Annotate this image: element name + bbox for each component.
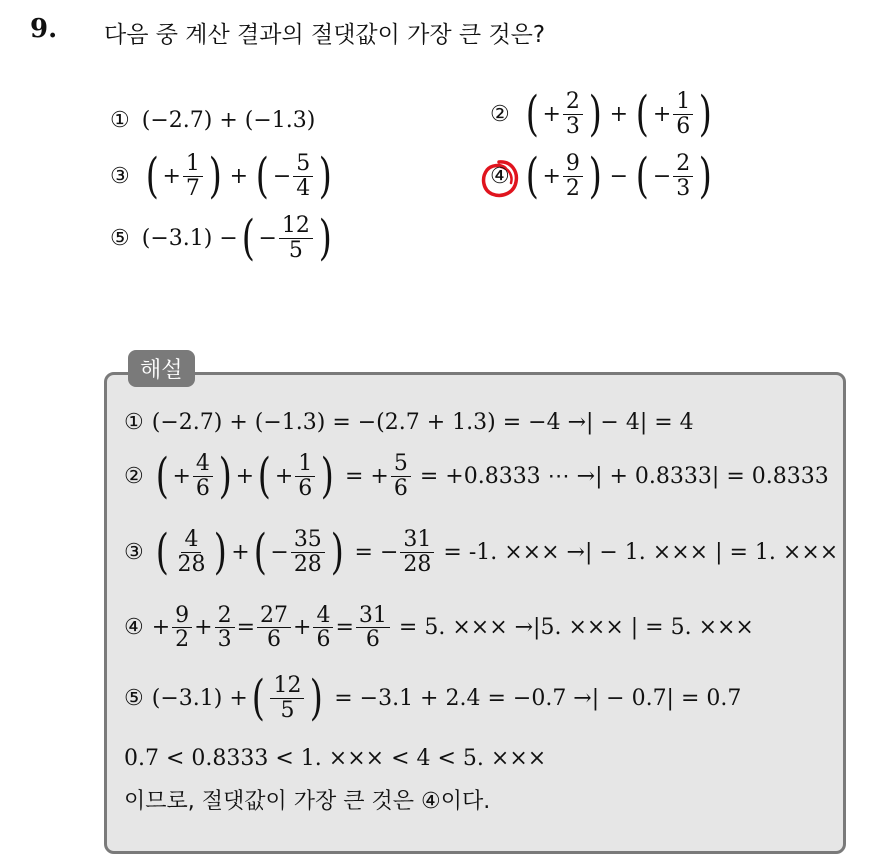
solution-line-2: ② ( + $\frac{4}{6}$ ) + ( + $\frac{1}{6}$ ) = + $\frac{5}{6}$ = +0.8333 ⋯ →| + 0.8333| = 0.8333 — [124, 448, 829, 504]
choice-2-frac-2: $\frac{1}{6}$ — [673, 90, 693, 137]
choice-3-frac-1: $\frac{1}{7}$ — [183, 152, 203, 199]
solution-line-6: 0.7 < 0.8333 < 1. ××× < 4 < 5. ××× — [124, 746, 547, 771]
choice-5: ⑤ (−3.1) − ( − $\frac{12}{5}$ ) — [110, 210, 332, 266]
question-number: 9. — [30, 14, 58, 44]
choice-3-number: ③ — [110, 163, 130, 189]
choice-2: ② ( + $\frac{2}{3}$ ) + ( + $\frac{1}{6}$ ) — [490, 86, 713, 142]
solution-line-1: ① (−2.7) + (−1.3) = −(2.7 + 1.3) = −4 →| − 4| = 4 — [124, 410, 694, 435]
choice-2-frac-1: $\frac{2}{3}$ — [563, 90, 583, 137]
choice-5-number: ⑤ — [110, 225, 130, 251]
choice-4: ④ ( + $\frac{9}{2}$ ) − ( − $\frac{2}{3}$ ) — [490, 148, 713, 204]
solution-tag: 해설 — [128, 350, 195, 387]
choice-4-frac-1: $\frac{9}{2}$ — [563, 152, 583, 199]
choice-5-frac: $\frac{12}{5}$ — [279, 214, 313, 261]
choice-2-number: ② — [490, 101, 510, 127]
choice-4-frac-2: $\frac{2}{3}$ — [673, 152, 693, 199]
choice-1 — [110, 108, 315, 133]
choice-4-number: ④ — [490, 163, 510, 189]
choice-1-number: ① — [110, 108, 130, 133]
solution-line-4: ④ + $\frac{9}{2}$ + $\frac{2}{3}$ = $\frac{27}{6}$ + $\frac{4}{6}$ = $\frac{31}{6}$ = 5. ××× →|5. ××× | = 5. ××× — [124, 603, 754, 653]
choice-3-frac-2: $\frac{5}{4}$ — [293, 152, 313, 199]
solution-line-3: ③ ( $\frac{4}{28}$ ) + ( − $\frac{35}{28}$ ) = − $\frac{31}{28}$ = -1. ××× →| − 1. ××× | = 1. ××× — [124, 524, 839, 580]
solution-line-5: ⑤ (−3.1) + ( $\frac{12}{5}$ ) = −3.1 + 2.4 = −0.7 →| − 0.7| = 0.7 — [124, 670, 742, 726]
question-text: 다음 중 계산 결과의 절댓값이 가장 큰 것은? — [104, 22, 546, 48]
choice-1-expression: (−2.7) + (−1.3) — [141, 108, 316, 133]
choice-3: ③ ( + $\frac{1}{7}$ ) + ( − $\frac{5}{4}$ ) — [110, 148, 333, 204]
solution-conclusion: 이므로, 절댓값이 가장 큰 것은 ④이다. — [124, 789, 491, 814]
